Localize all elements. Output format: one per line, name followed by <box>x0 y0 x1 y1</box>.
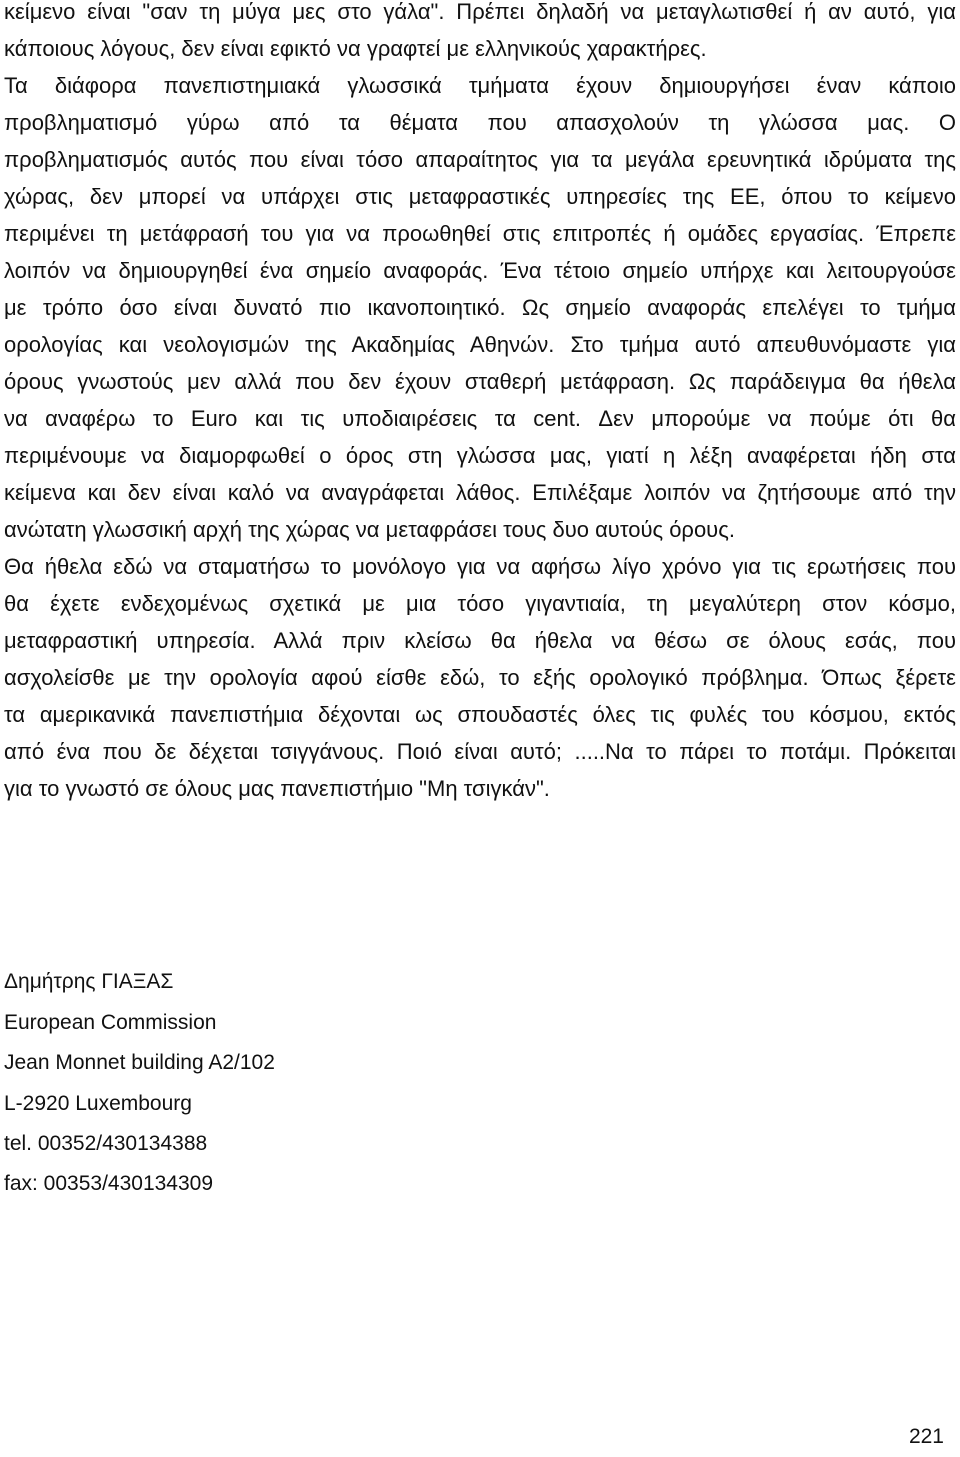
body-line-6: χώρας, δεν μπορεί να υπάρχει στις μεταφραστικές υπηρεσίες της ΕΕ, όπου το κείμενο <box>4 184 956 209</box>
body-line-14: κείμενα και δεν είναι καλό να αναγράφεται λάθος. Επιλέξαμε λοιπόν να ζητήσουμε από την <box>4 480 956 505</box>
signature-fax: fax: 00353/430134309 <box>4 1172 214 1195</box>
body-line-15: ανώτατη γλωσσική αρχή της χώρας να μεταφράσει τους δυο αυτούς όρους. <box>4 517 735 542</box>
body-line-20: τα αμερικανικά πανεπιστήμια δέχονται ως σπουδαστές όλες τις φυλές του κόσμου, εκτός <box>4 702 956 727</box>
body-line-3: Τα διάφορα πανεπιστημιακά γλωσσικά τμήματα έχουν δημιουργήσει έναν κάποιο <box>4 73 956 98</box>
body-line-11: όρους γνωστούς μεν αλλά που δεν έχουν σταθερή μετάφραση. Ως παράδειγμα θα ήθελα <box>4 369 956 394</box>
body-line-1: κείμενο είναι "σαν τη μύγα μες στο γάλα". Πρέπει δηλαδή να μεταγλωτισθεί ή αν αυτό, για <box>4 0 956 24</box>
body-line-9: με τρόπο όσο είναι δυνατό πιο ικανοποιητικό. Ως σημείο αναφοράς επελέγει το τμήμα <box>4 295 956 320</box>
signature-building: Jean Monnet building A2/102 <box>4 1051 275 1074</box>
body-line-17: θα έχετε ενδεχομένως σχετικά με μια τόσο γιγαντιαία, τη μεγαλύτερη στον κόσμο, <box>4 591 956 616</box>
signature-city: L-2920 Luxembourg <box>4 1092 192 1115</box>
body-line-10: ορολογίας και νεολογισμών της Ακαδημίας Αθηνών. Στο τμήμα αυτό απευθυνόμαστε για <box>4 332 956 357</box>
page-number: 221 <box>908 1425 944 1448</box>
body-line-8: λοιπόν να δημιουργηθεί ένα σημείο αναφοράς. Ένα τέτοιο σημείο υπήρχε και λειτουργούσε <box>4 258 956 283</box>
body-line-12: να αναφέρω το Euro και τις υποδιαιρέσεις τα cent. Δεν μπορούμε να πούμε ότι θα <box>4 406 956 431</box>
body-line-16: Θα ήθελα εδώ να σταματήσω το μονόλογο για να αφήσω λίγο χρόνο για τις ερωτήσεις που <box>4 554 956 579</box>
body-line-5: προβληματισμός αυτός που είναι τόσο απαραίτητος για τα μεγάλα ερευνητικά ιδρύματα της <box>4 147 956 172</box>
signature-tel: tel. 00352/430134388 <box>4 1132 208 1155</box>
body-line-4: προβληματισμό γύρω από τα θέματα που απασχολούν τη γλώσσα μας. Ο <box>4 110 956 135</box>
signature-organization: European Commission <box>4 1011 217 1034</box>
body-line-7: περιμένει τη μετάφρασή του για να προωθηθεί στις επιτροπές ή ομάδες εργασίας. Έπρεπε <box>4 221 956 246</box>
body-line-22: για το γνωστό σε όλους μας πανεπιστήμιο "Μη τσιγκάν". <box>4 776 550 801</box>
body-line-19: ασχολείσθε με την ορολογία αφού είσθε εδώ, το εξής ορολογικό πρόβλημα. Όπως ξέρετε <box>4 665 956 690</box>
body-line-13: περιμένουμε να διαμορφωθεί ο όρος στη γλώσσα μας, γιατί η λέξη αναφέρεται ήδη στα <box>4 443 956 468</box>
signature-name: Δημήτρης ΓΙΑΞΑΣ <box>4 970 174 993</box>
body-line-21: από ένα που δε δέχεται τσιγγάνους. Ποιό είναι αυτό; .....Να το πάρει το ποτάμι. Πρόκειται <box>4 739 956 764</box>
body-line-2: κάποιους λόγους, δεν είναι εφικτό να γραφτεί με ελληνικούς χαρακτήρες. <box>4 36 707 61</box>
body-line-18: μεταφραστική υπηρεσία. Αλλά πριν κλείσω θα ήθελα να θέσω σε όλους εσάς, που <box>4 628 956 653</box>
